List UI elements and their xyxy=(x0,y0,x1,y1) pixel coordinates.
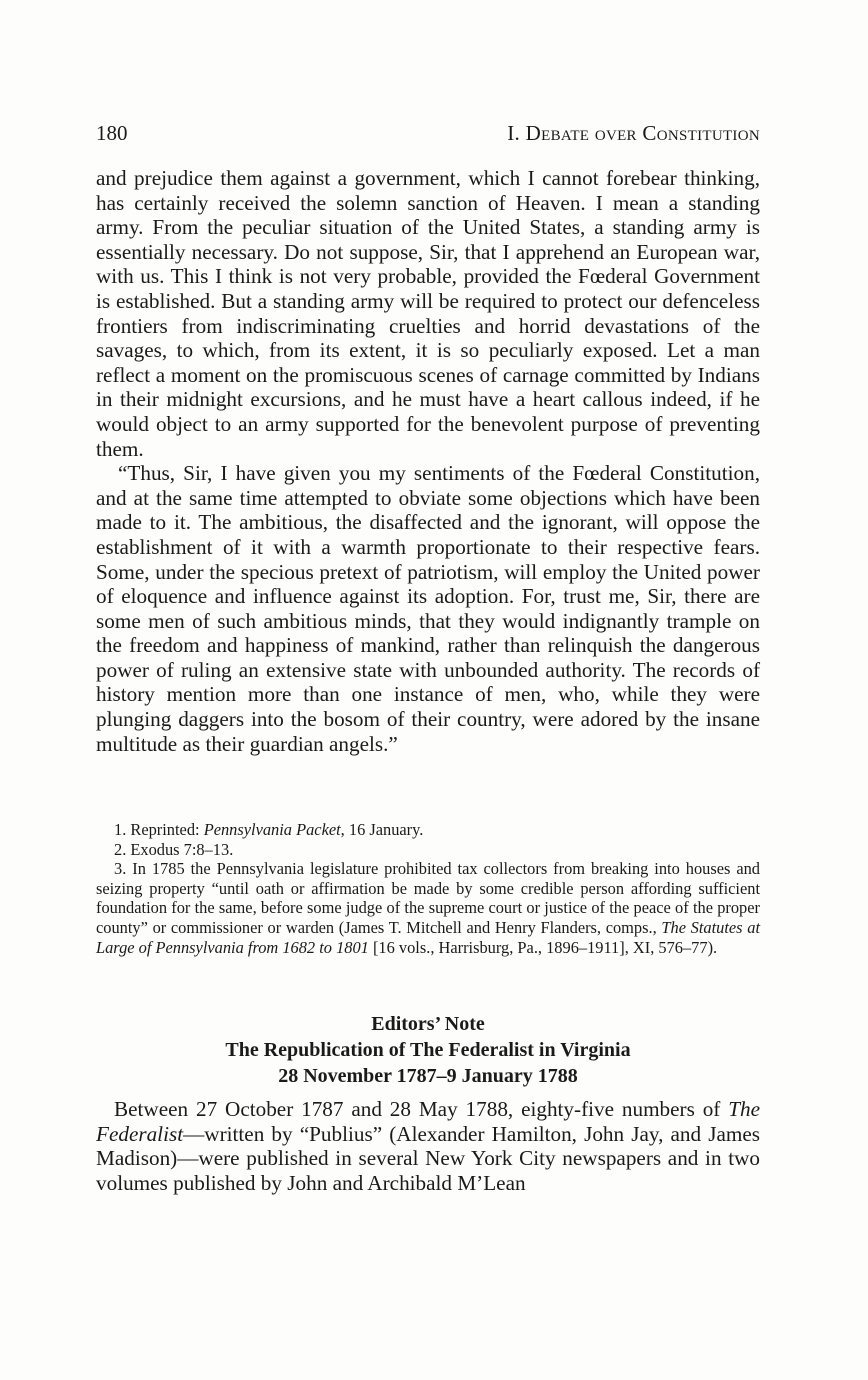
body-text xyxy=(96,166,760,756)
footnote-text: , 16 January. xyxy=(340,820,424,839)
footnote-source-title: Pennsylvania Packet xyxy=(203,820,341,839)
section-title: I. Debate over Constitution xyxy=(507,121,760,145)
intro-text: Between 27 October 1787 and 28 May 1788, eighty-five numbers of xyxy=(114,1097,729,1121)
intro-work-title: The Federalist xyxy=(96,1097,760,1146)
footnote-text: [16 vols., Harrisburg, Pa., 1896–1911], XI, 576–77). xyxy=(368,937,718,957)
editors-note-label: Editors’ Note xyxy=(371,1013,485,1035)
footnote-2: 2. Exodus 7:8–13. xyxy=(114,839,234,859)
body-paragraph: and prejudice them against a government, which I cannot forebear thinking, has certainly received the solemn sanction of Heaven. I mean a standing army. From the peculiar situation of the United States, a standing army is essentially necessary. Do not suppose, Sir, that I apprehend an European war, with us. This I think is not very probable, provided the Fœderal Government is established. But a standing army will be required to protect our defenceless frontiers from indiscriminating cruelties and horrid devastations of the savages, to which, from its extent, it is so peculiarly exposed. Let a man reflect a moment on the promiscuous scenes of carnage committed by Indians in their midnight excursions, and he must have a heart callous indeed, if he would object to an army supported for the benevolent purpose of preventing them. xyxy=(96,166,760,461)
intro-text: —written by “Publius” (Alexander Hamilton, John Jay, and James Madison)—were published in several New York City newspapers and in two volumes published by John and Archibald M’Lean xyxy=(96,1121,760,1195)
editors-note-dates: 28 November 1787–9 January 1788 xyxy=(278,1065,578,1087)
footnote-1 xyxy=(96,820,760,840)
footnote-text: 1. Reprinted: xyxy=(114,820,204,839)
intro-paragraph xyxy=(96,1097,760,1195)
editors-note-heading xyxy=(96,1011,760,1089)
footnotes xyxy=(96,820,760,957)
footnote-text: 3. In 1785 the Pennsylvania legislature prohibited tax collectors from breaking into houses and seizing property “until oath or affirmation be made by some credible person affording sufficient foundation for the same, before some judge of the supreme court or justice of the peace of the proper county” or commissioner or warden (James T. Mitchell and Henry Flanders, comps., xyxy=(96,859,760,937)
footnote-3 xyxy=(96,859,760,957)
footnote-source-title: The Statutes at Large of Pennsylvania from 1682 to 1801 xyxy=(96,917,760,957)
body-paragraph: “Thus, Sir, I have given you my sentiments of the Fœderal Constitution, and at the same time attempted to obviate some objections which have been made to it. The ambitious, the disaffected and the ignorant, will oppose the establishment of it with a warmth proportionate to their respective fears. Some, under the specious pretext of patriotism, will employ the United power of eloquence and influence against its adoption. For, trust me, Sir, there are some men of such ambitious minds, that they would indignantly trample on the freedom and happiness of mankind, rather than relinquish the dangerous power of ruling an extensive state with unbounded authority. The records of history mention more than one instance of men, who, while they were plunging daggers into the bosom of their country, were adored by the insane multitude as their guardian angels.” xyxy=(96,461,760,756)
editors-note-title: The Republication of The Federalist in Virginia xyxy=(225,1039,631,1061)
editors-note-body xyxy=(96,1097,760,1195)
page-number: 180 xyxy=(96,121,128,145)
